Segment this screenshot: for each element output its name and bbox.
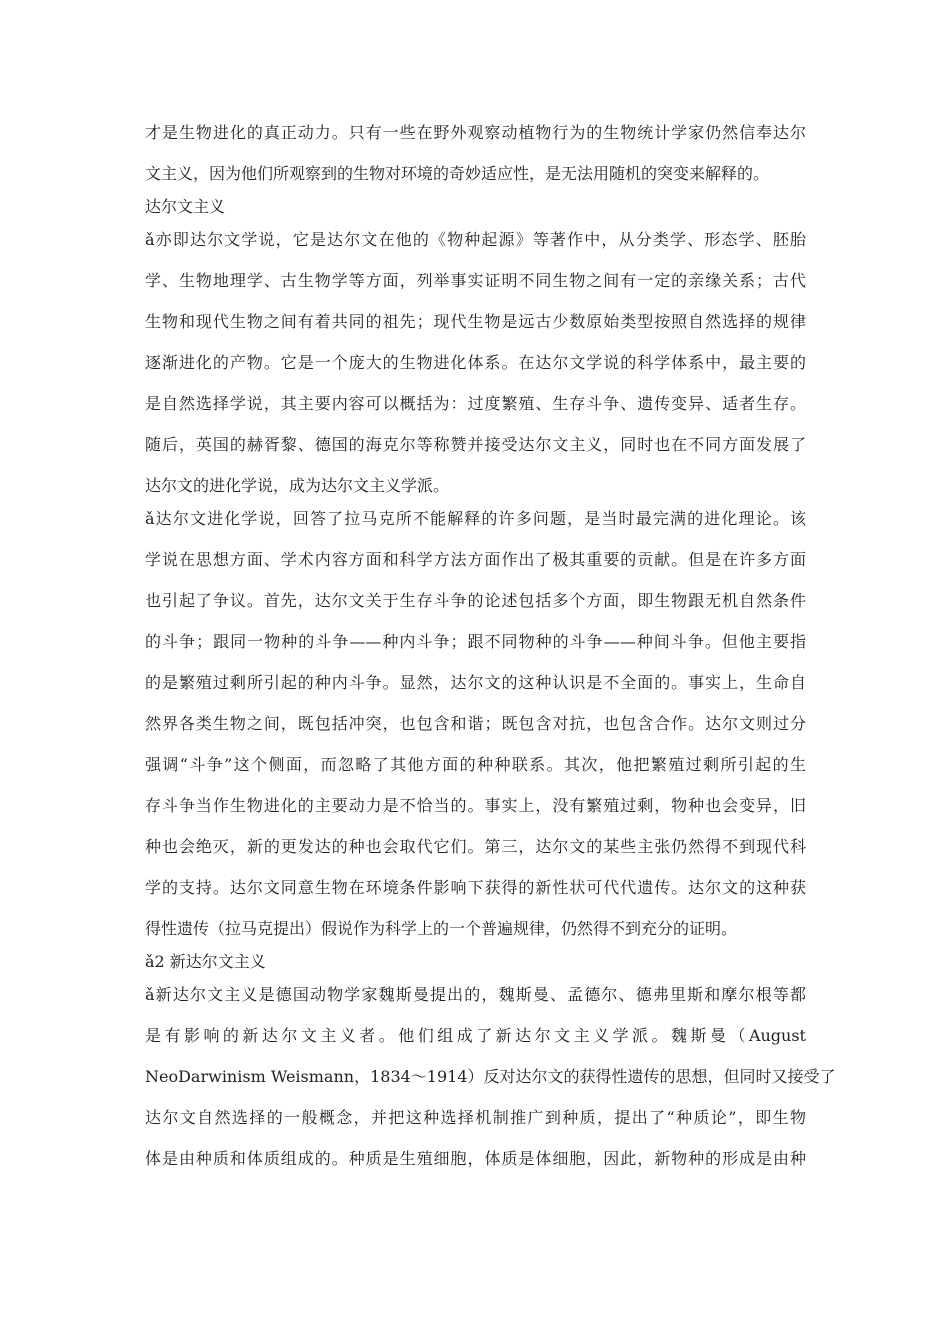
text-line: 存斗争当作生物进化的主要动力是不恰当的。事实上，没有繁殖过剩，物种也会变异，旧 xyxy=(145,796,806,815)
document-body xyxy=(145,121,836,1188)
text-line: 种也会绝灭，新的更发达的种也会取代它们。第三，达尔文的某些主张仍然得不到现代科 xyxy=(145,837,806,856)
text-line: 达尔文的进化学说，成为达尔文主义学派。 xyxy=(145,476,450,495)
text-line: 强调“斗争”这个侧面，而忽略了其他方面的种种联系。其次，他把繁殖过剩所引起的生 xyxy=(145,755,806,774)
text-line: 是自然选择学说，其主要内容可以概括为：过度繁殖、生存斗争、遗传变异、适者生存。 xyxy=(145,394,806,413)
text-line: 的是繁殖过剩所引起的种内斗争。显然，达尔文的这种认识是不全面的。事实上，生命自 xyxy=(145,673,806,692)
text-line: 随后，英国的赫胥黎、德国的海克尔等称赞并接受达尔文主义，同时也在不同方面发展了 xyxy=(145,435,806,454)
text-line: 学说在思想方面、学术内容方面和科学方法方面作出了极其重要的贡献。但是在许多方面 xyxy=(145,550,806,569)
text-line: ǎ亦即达尔文学说，它是达尔文在他的《物种起源》等著作中，从分类学、形态学、胚胎 xyxy=(145,230,806,249)
text-line: 学、生物地理学、古生物学等方面，列举事实证明不同生物之间有一定的亲缘关系；古代 xyxy=(145,271,806,290)
text-line: ǎ新达尔文主义是德国动物学家魏斯曼提出的，魏斯曼、孟德尔、德弗里斯和摩尔根等都 xyxy=(145,985,806,1004)
text-line: 才是生物进化的真正动力。只有一些在野外观察动植物行为的生物统计学家仍然信奉达尔 xyxy=(145,123,806,142)
text-line: 逐渐进化的产物。它是一个庞大的生物进化体系。在达尔文学说的科学体系中，最主要的 xyxy=(145,353,806,372)
text-line: 也引起了争议。首先，达尔文关于生存斗争的论述包括多个方面，即生物跟无机自然条件 xyxy=(145,591,806,610)
text-line: ǎ达尔文进化学说，回答了拉马克所不能解释的许多问题，是当时最完满的进化理论。该 xyxy=(145,509,806,528)
text-line: 达尔文自然选择的一般概念，并把这种选择机制推广到种质，提出了“种质论”，即生物 xyxy=(145,1108,806,1127)
text-line: 体是由种质和体质组成的。种质是生殖细胞，体质是体细胞，因此，新物种的形成是由种 xyxy=(145,1149,806,1168)
section-heading: 达尔文主义 xyxy=(145,197,226,216)
text-line: 生物和现代生物之间有着共同的祖先；现代生物是远古少数原始类型按照自然选择的规律 xyxy=(145,312,806,331)
text-line: 学的支持。达尔文同意生物在环境条件影响下获得的新性状可代代遗传。达尔文的这种获 xyxy=(145,878,806,897)
text-line: 得性遗传（拉马克提出）假说作为科学上的一个普遍规律，仍然得不到充分的证明。 xyxy=(145,919,738,938)
section-heading: ǎ2 新达尔文主义 xyxy=(145,952,266,971)
text-line: 的斗争；跟同一物种的斗争——种内斗争；跟不同物种的斗争——种间斗争。但他主要指 xyxy=(145,632,806,651)
text-line: 文主义，因为他们所观察到的生物对环境的奇妙适应性，是无法用随机的突变来解释的。 xyxy=(145,164,770,183)
text-line: NeoDarwinism Weismann，1834～1914）反对达尔文的获得性遗传的思想，但同时又接受了 xyxy=(145,1067,836,1086)
text-line: 是有影响的新达尔文主义者。他们组成了新达尔文主义学派。魏斯曼（August xyxy=(145,1026,806,1045)
text-line: 然界各类生物之间，既包括冲突，也包含和谐；既包含对抗，也包含合作。达尔文则过分 xyxy=(145,714,806,733)
